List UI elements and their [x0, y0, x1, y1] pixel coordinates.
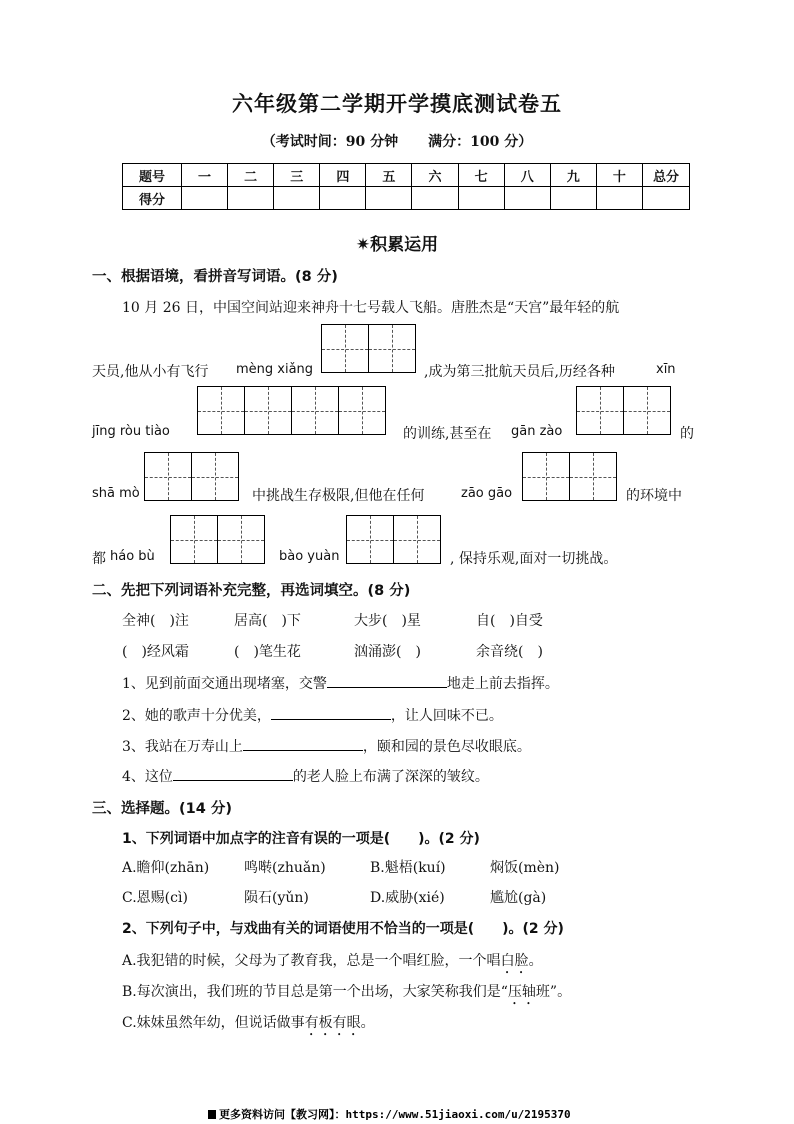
writing-cell	[171, 516, 218, 563]
q3-heading: 三、选择题。(14 分)	[92, 801, 232, 817]
score-cell	[550, 187, 596, 210]
q1-line4-text-b: 的环境中	[626, 488, 682, 504]
opt-a-text: A.我犯错的时候，父母为了教育我，总是一个唱红脸，一个唱	[122, 953, 501, 969]
footer-link[interactable]	[208, 1106, 571, 1122]
q2-s4-text-a: 4、这位	[122, 769, 173, 785]
answer-grid-zaogao[interactable]	[522, 452, 617, 501]
writing-cell	[218, 516, 265, 563]
score-header: 一	[182, 164, 228, 187]
q1-pinyin-haobu: háo bù	[110, 549, 155, 564]
q3-option: 焖饭(mèn)	[490, 860, 560, 876]
opt-b-dotted: 压轴	[507, 984, 536, 1000]
q3-option: 陨石(yǔn)	[244, 890, 309, 906]
opt-c-end: 。	[360, 1015, 375, 1031]
writing-cell	[339, 387, 386, 434]
q2-sentence-1	[122, 673, 559, 693]
q1-line3-text-b: 的	[680, 426, 694, 442]
writing-cell	[198, 387, 245, 434]
score-cell	[182, 187, 228, 210]
q2-word: ( )笔生花	[234, 644, 301, 660]
exam-full-score: 满分：100 分）	[428, 134, 533, 150]
answer-grid-haobu[interactable]	[170, 515, 265, 564]
q3-sub2: 2、下列句子中，与戏曲有关的词语使用不恰当的一项是( )。(2 分)	[122, 921, 564, 937]
q2-s3-text-b: ，颐和园的景色尽收眼底。	[362, 739, 531, 755]
q3-option-b[interactable]	[122, 981, 571, 1008]
score-header: 六	[412, 164, 458, 187]
score-header: 二	[228, 164, 274, 187]
score-cell	[274, 187, 320, 210]
q2-s2-text-b: ，让人回味不已。	[390, 708, 503, 724]
q1-line4-text-a: 中挑战生存极限,但他在任何	[252, 488, 425, 504]
score-table	[122, 163, 690, 210]
score-cell	[228, 187, 274, 210]
q1-line5-text-b: , 保持乐观,面对一切挑战。	[450, 551, 618, 567]
writing-cell	[570, 453, 617, 500]
writing-cell	[347, 516, 394, 563]
q2-word: 余音绕( )	[476, 644, 543, 660]
answer-grid-xinjingroutiao[interactable]	[197, 386, 386, 435]
score-table-header-row	[123, 164, 690, 187]
score-header: 九	[550, 164, 596, 187]
answer-grid-mengxiang[interactable]	[321, 324, 416, 373]
q2-word: 全神( )注	[122, 613, 189, 629]
writing-cell	[394, 516, 441, 563]
q3-option: 鸣啭(zhuǎn)	[244, 860, 326, 876]
q2-s3-text-a: 3、我站在万寿山上	[122, 739, 243, 755]
answer-grid-baoyuan[interactable]	[346, 515, 441, 564]
q1-line5-text-a: 都	[92, 551, 106, 567]
writing-cell	[322, 325, 369, 372]
opt-b-end: 班”。	[535, 984, 572, 1000]
q2-word: 自( )自受	[476, 613, 543, 629]
q2-word: 居高( )下	[234, 613, 301, 629]
q2-s3-blank[interactable]	[243, 736, 363, 751]
writing-cell	[523, 453, 570, 500]
score-header: 十	[596, 164, 642, 187]
exam-time: （考试时间：90 分钟	[261, 134, 399, 150]
writing-cell	[192, 453, 239, 500]
q1-line3-text-a: 的训练,甚至在	[403, 426, 492, 442]
q3-option-a[interactable]	[122, 950, 543, 977]
score-header: 题号	[123, 164, 182, 187]
q2-s1-blank[interactable]	[327, 673, 447, 688]
q1-pinyin-baoyuan: bào yuàn	[279, 549, 340, 564]
writing-cell	[292, 387, 339, 434]
score-header: 三	[274, 164, 320, 187]
q2-s4-text-b: 的老人脸上布满了深深的皱纹。	[292, 769, 489, 785]
q2-s2-text-a: 2、她的歌声十分优美，	[122, 708, 271, 724]
q1-pinyin-zaogao: zāo gāo	[461, 486, 513, 501]
q2-word: ( )经风霜	[122, 644, 189, 660]
score-cell	[458, 187, 504, 210]
score-header: 四	[320, 164, 366, 187]
q3-option-c[interactable]	[122, 1012, 375, 1039]
q2-sentence-3	[122, 736, 531, 756]
q2-word: 大步( )星	[354, 613, 421, 629]
page-title: 六年级第二学期开学摸底测试卷五	[232, 91, 562, 116]
opt-a-dotted: 白脸	[500, 953, 529, 969]
q3-option: 尴尬(gà)	[490, 890, 547, 906]
q3-option[interactable]: C.恩赐(cì)	[122, 890, 188, 906]
opt-b-text: B.每次演出，我们班的节目总是第一个出场，大家笑称我们是“	[122, 984, 508, 1000]
score-cell	[596, 187, 642, 210]
q1-line2-text-b: ,成为第三批航天员后,历经各种	[424, 364, 615, 380]
score-cell	[366, 187, 412, 210]
q3-sub1: 1、下列词语中加点字的注音有误的一项是( )。(2 分)	[122, 831, 480, 847]
q1-pinyin-shamo: shā mò	[92, 486, 140, 501]
score-header: 七	[458, 164, 504, 187]
q3-option[interactable]: D.威胁(xié)	[370, 890, 445, 906]
q1-line2-text-a: 天员,他从小有飞行	[92, 364, 209, 380]
score-cell	[504, 187, 550, 210]
opt-c-text: C.妹妹虽然年幼，但说话做事	[122, 1015, 305, 1031]
answer-grid-ganzao[interactable]	[576, 386, 671, 435]
answer-grid-shamo[interactable]	[144, 452, 239, 501]
score-header: 总分	[643, 164, 690, 187]
score-table-score-row	[123, 187, 690, 210]
writing-cell	[145, 453, 192, 500]
writing-cell	[245, 387, 292, 434]
q2-s2-blank[interactable]	[271, 705, 391, 720]
q1-pinyin-xin: xīn	[656, 362, 676, 377]
q2-word: 汹涌澎( )	[354, 644, 421, 660]
writing-cell	[369, 325, 416, 372]
opt-a-end: 。	[528, 953, 543, 969]
score-cell	[412, 187, 458, 210]
q3-option[interactable]: B.魁梧(kuí)	[370, 860, 446, 876]
q2-s1-text-a: 1、见到前面交通出现堵塞，交警	[122, 676, 327, 692]
q1-pinyin-jingroutiao: jīng ròu tiào	[92, 424, 170, 439]
q2-s1-text-b: 地走上前去指挥。	[446, 676, 559, 692]
q2-heading: 二、先把下列词语补充完整，再选词填空。(8 分)	[92, 583, 411, 599]
q2-sentence-2	[122, 705, 503, 725]
score-cell	[643, 187, 690, 210]
exam-info	[0, 131, 794, 151]
score-header: 八	[504, 164, 550, 187]
q2-sentence-4	[122, 766, 489, 786]
section-title: ✷积累运用	[355, 235, 439, 255]
q1-pinyin-mengxiang: mèng xiǎng	[236, 362, 314, 377]
q2-s4-blank[interactable]	[173, 766, 293, 781]
writing-cell	[577, 387, 624, 434]
writing-cell	[624, 387, 671, 434]
score-row-label: 得分	[123, 187, 182, 210]
opt-c-dotted: 有板有眼	[304, 1015, 361, 1031]
q1-heading: 一、根据语境，看拼音写词语。(8 分)	[92, 269, 338, 285]
score-cell	[320, 187, 366, 210]
footer-text: 更多资料访问【教习网】：https://www.51jiaoxi.com/u/2195370	[219, 1108, 571, 1121]
score-header: 五	[366, 164, 412, 187]
q1-line1: 10 月 26 日，中国空间站迎来神舟十七号载人飞船。唐胜杰是“天宫”最年轻的航	[122, 300, 620, 316]
flag-icon	[208, 1110, 216, 1119]
q3-option[interactable]: A.瞻仰(zhān)	[122, 860, 210, 876]
q1-pinyin-ganzao: gān zào	[511, 424, 563, 439]
